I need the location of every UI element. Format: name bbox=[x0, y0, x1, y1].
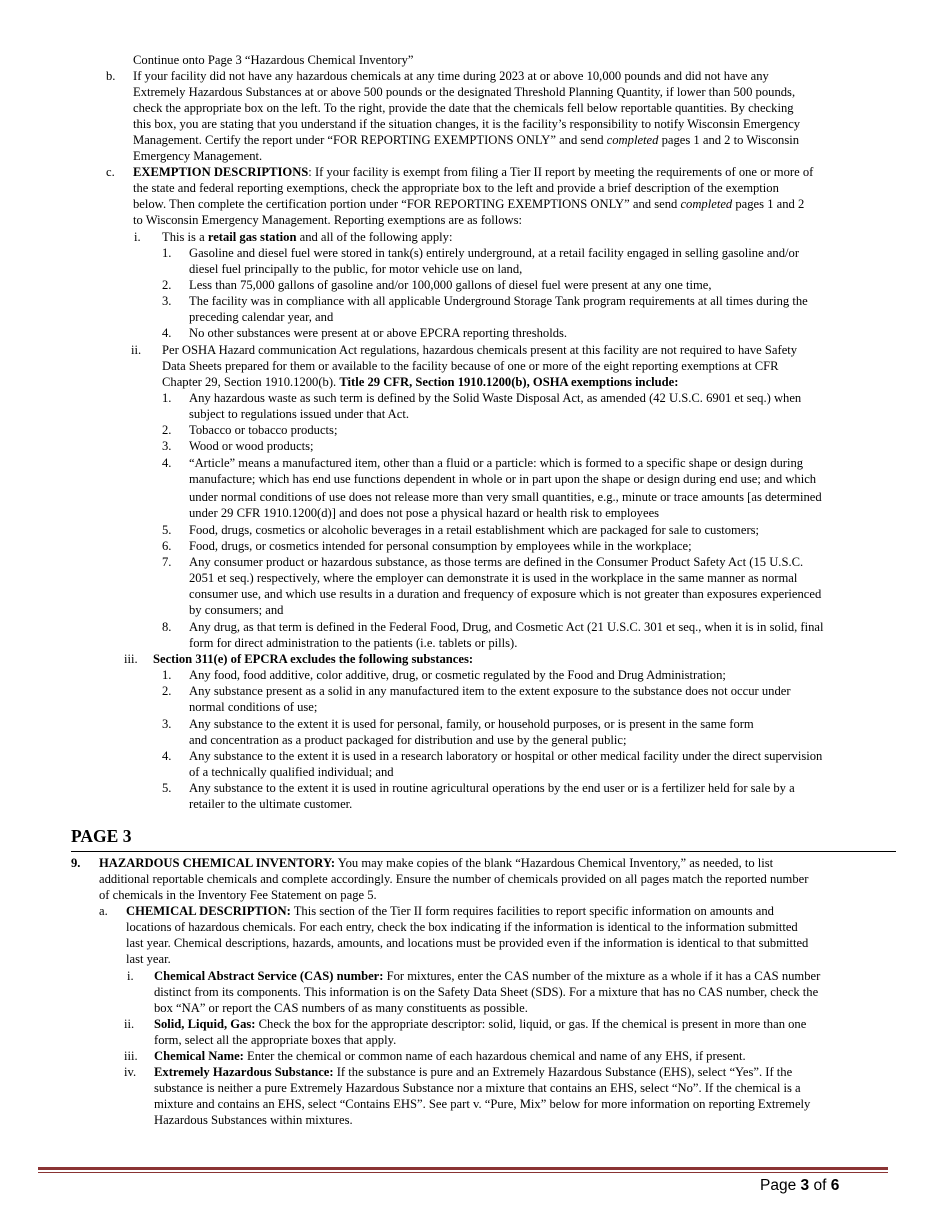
text-run: This section of the Tier II form requires facilities to report specific information on amounts and bbox=[290, 904, 774, 918]
text-run: and concentration as a product packaged for distribution and use by the general public; bbox=[189, 733, 627, 747]
text-line bbox=[162, 374, 678, 390]
text-line bbox=[189, 245, 799, 261]
bold-text: Extremely Hazardous Substance: bbox=[154, 1065, 334, 1079]
text-line bbox=[99, 855, 773, 871]
text-line bbox=[189, 455, 803, 471]
footer-rule-thin bbox=[38, 1172, 888, 1173]
text-run: substance is neither a pure Extremely Hazardous Substance nor a mixture that contains an EHS, select “No”. If the chemical is a bbox=[154, 1081, 801, 1095]
text-line bbox=[189, 764, 394, 780]
page-number bbox=[760, 1178, 839, 1194]
text-run: pages 1 and 2 to Wisconsin bbox=[658, 133, 800, 147]
text-run: : If your facility is exempt from filing a Tier II report by meeting the requirements of one or more of bbox=[308, 165, 814, 179]
text-run: Enter the chemical or common name of each hazardous chemical and name of any EHS, if present. bbox=[243, 1049, 746, 1063]
text-line bbox=[162, 342, 797, 358]
text-line bbox=[133, 164, 813, 180]
bold-text: Solid, Liquid, Gas: bbox=[154, 1017, 256, 1031]
text-run: Data Sheets prepared for them or available to the facility because of one or more of the eight reporting exemptions at CFR bbox=[162, 359, 779, 373]
text-run: Chapter 29, Section 1910.1200(b). bbox=[162, 375, 340, 389]
text-line bbox=[154, 1016, 806, 1032]
bold-text: Chemical Abstract Service (CAS) number: bbox=[154, 969, 384, 983]
text-line bbox=[189, 635, 517, 651]
text-run: Food, drugs, or cosmetics intended for personal consumption by employees while in the workplace; bbox=[189, 539, 692, 553]
text-run: below. Then complete the certification portion under “FOR REPORTING EXEMPTIONS ONLY” and send bbox=[133, 197, 681, 211]
text-run: consumer use, and which use results in a duration and frequency of exposure which is not greater than exposures experienced bbox=[189, 587, 822, 601]
text-run: Hazardous Substances within mixtures. bbox=[154, 1113, 353, 1127]
bold-text: Chemical Name: bbox=[154, 1049, 244, 1063]
list-marker: 3. bbox=[162, 294, 172, 308]
text-line bbox=[126, 903, 774, 919]
text-line bbox=[189, 309, 333, 325]
text-run: under normal conditions of use does not release more than very small quantities, e.g., minute or trace amounts [as determined bbox=[189, 490, 822, 504]
page-current: 3 bbox=[800, 1177, 810, 1194]
text-run: Extremely Hazardous Substances at or above 500 pounds or the designated Threshold Planning Quantity, if lower than 500 pounds, bbox=[133, 85, 796, 99]
list-marker: 1. bbox=[162, 391, 172, 405]
text-run: manufacture; which has end use functions dependent in whole or in part upon the shape or design during end use; and which bbox=[189, 472, 817, 486]
text-run: diesel fuel principally to the public, for motor vehicle use on land, bbox=[189, 262, 523, 276]
text-line bbox=[154, 1080, 801, 1096]
text-line bbox=[189, 277, 712, 293]
text-run: Any drug, as that term is defined in the Federal Food, Drug, and Cosmetic Act (21 U.S.C. 301 et seq., when it is in solid, final bbox=[189, 620, 824, 634]
list-marker: 4. bbox=[162, 456, 172, 470]
text-run: and all of the following apply: bbox=[296, 230, 453, 244]
text-line bbox=[189, 438, 314, 454]
list-marker: 9. bbox=[71, 856, 81, 870]
list-marker: 1. bbox=[162, 246, 172, 260]
text-run: preceding calendar year, and bbox=[189, 310, 334, 324]
text-line bbox=[133, 116, 800, 132]
list-marker: 3. bbox=[162, 717, 172, 731]
text-line bbox=[99, 871, 808, 887]
text-line bbox=[189, 538, 692, 554]
text-line bbox=[99, 887, 377, 903]
footer-rule-thick bbox=[38, 1167, 888, 1170]
text-run: You may make copies of the blank “Hazardous Chemical Inventory,” as needed, to list bbox=[335, 856, 774, 870]
text-run: Any substance to the extent it is used in a research laboratory or hospital or other medical facility under the direct supervision bbox=[189, 749, 823, 763]
text-run: additional reportable chemicals and complete accordingly. Ensure the number of chemicals provided on all pages match the reported number bbox=[99, 872, 809, 886]
text-run: subject to regulations issued under that Act. bbox=[189, 407, 409, 421]
text-line bbox=[189, 390, 801, 406]
page-label: Page bbox=[760, 1177, 801, 1194]
italic-text: completed bbox=[680, 197, 733, 211]
bold-text: HAZARDOUS CHEMICAL INVENTORY: bbox=[99, 856, 336, 870]
text-run: Check the box for the appropriate descriptor: solid, liquid, or gas. If the chemical is present in more than one bbox=[255, 1017, 807, 1031]
text-line bbox=[162, 358, 779, 374]
text-line bbox=[133, 52, 413, 68]
text-run: Any consumer product or hazardous substance, as those terms are defined in the Consumer Product Safety Act (15 U.S.C. bbox=[189, 555, 804, 569]
text-run: last year. Chemical descriptions, hazards, amounts, and locations must be provided even if the information is identical to that submitted bbox=[126, 936, 809, 950]
text-run: Per OSHA Hazard communication Act regulations, hazardous chemicals present at this facility are not required to have Safety bbox=[162, 343, 798, 357]
text-run: normal conditions of use; bbox=[189, 700, 318, 714]
text-run: retailer to the ultimate customer. bbox=[189, 797, 353, 811]
list-marker: 3. bbox=[162, 439, 172, 453]
page-total: 6 bbox=[830, 1177, 840, 1194]
text-run: 2051 et seq.) respectively, where the employer can demonstrate it is used in the workplace in the same manner as normal bbox=[189, 571, 798, 585]
text-run: to Wisconsin Emergency Management. Reporting exemptions are as follows: bbox=[133, 213, 522, 227]
text-run: Any substance to the extent it is used in routine agricultural operations by the end user or is a fertilizer held for sale by a bbox=[189, 781, 795, 795]
text-line bbox=[154, 1000, 528, 1016]
text-run: Emergency Management. bbox=[133, 149, 263, 163]
page-of-label: of bbox=[809, 1177, 831, 1194]
text-run: The facility was in compliance with all applicable Underground Storage Tank program requirements at all times during the bbox=[189, 294, 808, 308]
list-marker: 5. bbox=[162, 523, 172, 537]
list-marker: a. bbox=[99, 904, 108, 918]
text-run: the state and federal reporting exemptions, check the appropriate box to the left and provide a brief description of the exemption bbox=[133, 181, 779, 195]
text-line bbox=[133, 196, 804, 212]
text-run: For mixtures, enter the CAS number of the mixture as a whole if it has a CAS number bbox=[383, 969, 821, 983]
text-line bbox=[189, 325, 567, 341]
text-line bbox=[189, 780, 795, 796]
text-run: check the appropriate box on the left. To the right, provide the date that the chemicals fell below reportable quantities. By checking bbox=[133, 101, 794, 115]
bold-text: Section 311(e) of EPCRA excludes the following substances: bbox=[153, 652, 474, 666]
text-line bbox=[189, 570, 797, 586]
text-line bbox=[189, 748, 822, 764]
text-line bbox=[189, 471, 816, 487]
list-marker: 5. bbox=[162, 781, 172, 795]
bold-text: EXEMPTION DESCRIPTIONS bbox=[133, 165, 309, 179]
text-line bbox=[189, 293, 808, 309]
text-line bbox=[154, 1064, 792, 1080]
text-line bbox=[126, 919, 798, 935]
list-marker: ii. bbox=[124, 1017, 135, 1031]
text-line bbox=[189, 619, 824, 635]
list-marker: b. bbox=[106, 69, 116, 83]
text-run: form, select all the appropriate boxes that apply. bbox=[154, 1033, 397, 1047]
text-run: If your facility did not have any hazardous chemicals at any time during 2023 at or above 10,000 pounds and did not have any bbox=[133, 69, 769, 83]
text-line bbox=[133, 84, 795, 100]
text-line bbox=[189, 505, 659, 521]
text-run: If the substance is pure and an Extremely Hazardous Substance (EHS), select “Yes”. If the bbox=[333, 1065, 793, 1079]
text-line bbox=[189, 522, 759, 538]
text-line bbox=[189, 554, 803, 570]
section-header-page-3: PAGE 3 bbox=[71, 826, 132, 846]
text-line bbox=[133, 212, 522, 228]
text-line bbox=[189, 732, 627, 748]
list-marker: i. bbox=[127, 969, 134, 983]
bold-text: retail gas station bbox=[207, 230, 297, 244]
list-marker: 2. bbox=[162, 423, 172, 437]
text-line bbox=[154, 1096, 810, 1112]
list-marker: c. bbox=[106, 165, 115, 179]
list-marker: i. bbox=[134, 230, 141, 244]
text-line bbox=[189, 261, 522, 277]
text-run: Wood or wood products; bbox=[189, 439, 314, 453]
text-run: last year. bbox=[126, 952, 171, 966]
text-run: Any food, food additive, color additive, drug, or cosmetic regulated by the Food and Drug Administration; bbox=[189, 668, 726, 682]
text-run: Gasoline and diesel fuel were stored in tank(s) entirely underground, at a retail facility engaged in selling gasoline and/or bbox=[189, 246, 800, 260]
text-line bbox=[189, 699, 317, 715]
list-marker: 4. bbox=[162, 326, 172, 340]
text-run: Food, drugs, cosmetics or alcoholic beverages in a retail establishment which are packaged for sale to customers; bbox=[189, 523, 760, 537]
text-line bbox=[133, 148, 262, 164]
text-line bbox=[133, 132, 799, 148]
text-line bbox=[154, 984, 818, 1000]
text-run: box “NA” or report the CAS numbers of as many constituents as possible. bbox=[154, 1001, 528, 1015]
list-marker: iii. bbox=[124, 1049, 138, 1063]
italic-text: completed bbox=[606, 133, 659, 147]
text-line bbox=[126, 951, 171, 967]
text-line bbox=[189, 489, 822, 505]
text-line bbox=[189, 406, 409, 422]
bold-text: CHEMICAL DESCRIPTION: bbox=[126, 904, 291, 918]
list-marker: 6. bbox=[162, 539, 172, 553]
text-run: Management. Certify the report under “FOR REPORTING EXEMPTIONS ONLY” and send bbox=[133, 133, 607, 147]
text-run: of chemicals in the Inventory Fee Statement on page 5. bbox=[99, 888, 377, 902]
text-run: Tobacco or tobacco products; bbox=[189, 423, 338, 437]
text-line bbox=[189, 716, 754, 732]
text-run: this box, you are stating that you understand if the situation changes, it is the facility’s responsibility to notify Wisconsin Emergency bbox=[133, 117, 801, 131]
text-line bbox=[133, 100, 794, 116]
text-line bbox=[189, 586, 821, 602]
text-line bbox=[153, 651, 473, 667]
list-marker: iv. bbox=[124, 1065, 137, 1079]
text-run: by consumers; and bbox=[189, 603, 284, 617]
text-run: under 29 CFR 1910.1200(d)] and does not pose a physical hazard or health risk to employees bbox=[189, 506, 660, 520]
list-marker: 2. bbox=[162, 278, 172, 292]
list-marker: 7. bbox=[162, 555, 172, 569]
list-marker: 2. bbox=[162, 684, 172, 698]
text-run: pages 1 and 2 bbox=[732, 197, 805, 211]
text-run: of a technically qualified individual; and bbox=[189, 765, 394, 779]
section-header-rule bbox=[71, 851, 896, 852]
list-marker: 8. bbox=[162, 620, 172, 634]
text-run: Any substance to the extent it is used for personal, family, or household purposes, or is present in the same form bbox=[189, 717, 754, 731]
list-marker: ii. bbox=[131, 343, 142, 357]
text-run: Continue onto Page 3 “Hazardous Chemical Inventory” bbox=[133, 53, 414, 67]
text-line bbox=[189, 667, 726, 683]
bold-text: Title 29 CFR, Section 1910.1200(b), OSHA exemptions include: bbox=[339, 375, 679, 389]
text-line bbox=[189, 422, 337, 438]
text-line bbox=[126, 935, 808, 951]
text-run: Less than 75,000 gallons of gasoline and/or 100,000 gallons of diesel fuel were present at any one time, bbox=[189, 278, 712, 292]
list-marker: iii. bbox=[124, 652, 138, 666]
text-run: form for direct administration to the patients (i.e. tablets or pills). bbox=[189, 636, 518, 650]
text-line bbox=[133, 180, 779, 196]
text-line bbox=[162, 229, 452, 245]
text-run: mixture and contains an EHS, select “Contains EHS”. See part v. “Pure, Mix” below for more information on reporting Extremely bbox=[154, 1097, 811, 1111]
text-run: distinct from its components. This information is on the Safety Data Sheet (SDS). For a mixture that has no CAS number, check the bbox=[154, 985, 819, 999]
text-line bbox=[154, 968, 820, 984]
text-line bbox=[189, 796, 352, 812]
text-line bbox=[133, 68, 769, 84]
text-run: “Article” means a manufactured item, other than a fluid or a particle: which is formed to a specific shape or design during bbox=[189, 456, 804, 470]
text-run: locations of hazardous chemicals. For each entry, check the box indicating if the information is identical to the information submitted bbox=[126, 920, 798, 934]
text-line bbox=[154, 1032, 396, 1048]
list-marker: 4. bbox=[162, 749, 172, 763]
text-line bbox=[154, 1112, 353, 1128]
list-marker: 1. bbox=[162, 668, 172, 682]
text-line bbox=[189, 683, 791, 699]
text-run: Any hazardous waste as such term is defined by the Solid Waste Disposal Act, as amended (42 U.S.C. 6901 et seq.) when bbox=[189, 391, 802, 405]
text-line bbox=[154, 1048, 746, 1064]
text-line bbox=[189, 602, 283, 618]
text-run: Any substance present as a solid in any manufactured item to the extent exposure to the substance does not occur under bbox=[189, 684, 791, 698]
text-run: This is a bbox=[162, 230, 208, 244]
text-run: No other substances were present at or above EPCRA reporting thresholds. bbox=[189, 326, 568, 340]
